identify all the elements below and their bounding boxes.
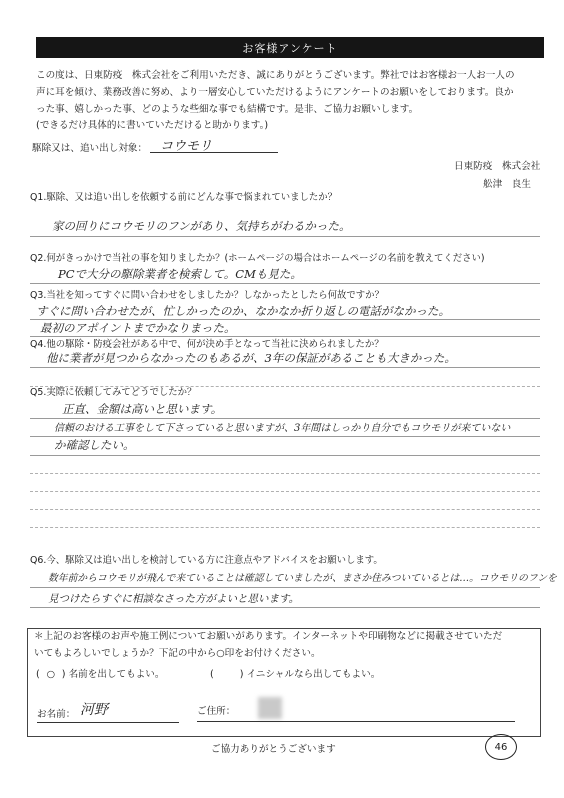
page-number-value: 46 [494,741,508,753]
option-1-mark: ○ [46,669,55,680]
intro-note: (できるだけ具体的に書いていただけると助かります。) [36,120,269,132]
target-value: コウモリ [160,139,213,154]
question-1: Q1.駆除、又は追い出しを依頼する前にどんな事で悩まれていましたか？ [30,192,337,203]
ruled-line [30,509,540,510]
company-name: 日東防疫 株式会社 [454,161,541,172]
question-6: Q6.今、駆除又は追い出しを検討している方に注意点やアドバイスをお願いします。 [30,555,383,566]
address-underline [197,721,515,722]
thanks-text: ご協力ありがとうございます [211,744,336,755]
ruled-line [30,587,540,588]
consent-option-2[interactable]: ( ) イニシャルなら出してもよい。 [210,669,381,680]
consent-line: ＊上記のお客様のお声や施工例についてお願いがあります。インターネットや印刷物などに掲載させていただ [34,631,503,642]
ruled-line [30,283,540,284]
option-1-label: 名前を出してもよい。 [68,669,165,680]
ruled-line [30,236,540,237]
survey-title-bar [36,37,544,58]
answer-5-line-2: 信頼のおける工事をして下さっていると思いますが、3年間はしっかり自分でもコウモリが来ていない [54,423,511,434]
consent-option-1[interactable]: ( ○ ) 名前を出してもよい。 [36,669,165,680]
answer-6-line-1: 数年前からコウモリが飛んで来ていることは確認していましたが、まさか住みついているとは…。コウモリのフンを [48,573,557,584]
ruled-line [30,367,540,368]
target-underline [150,152,278,153]
answer-3-line-2: 最初のアポイントまでかなりまった。 [40,321,236,335]
ruled-line [30,527,540,528]
page-number [485,734,517,760]
intro-line: この度は、日東防疫 株式会社をご利用いただき、誠にありがとうございます。弊社ではお客様お一人お一人の [36,70,515,81]
answer-5-line-1: 正直、金額は高いと思います。 [62,402,223,416]
answer-3-line-1: すぐに問い合わせたが、忙しかったのか、なかなか折り返しの電話がなかった。 [36,304,450,318]
answer-5-line-3: か確認したい。 [54,438,135,452]
name-underline [37,722,179,723]
question-5: Q5.実際に依頼してみてどうでしたか？ [30,387,197,398]
answer-1-line-1: 家の回りにコウモリのフンがあり、気持ちがわるかった。 [52,219,351,233]
name-label: お名前： [37,709,76,720]
name-value: 河野 [80,702,108,718]
consent-line: いてもよろしいでしょうか？下記の中から○印をお付けください。 [34,647,321,659]
question-2: Q2.何がきっかけで当社の事を知りましたか？(ホームページの場合はホームページの名前を教えてください) [30,253,485,264]
question-4: Q4.他の駆除・防疫会社がある中で、何が決め手となって当社に決められましたか？ [30,339,384,350]
address-label: ご住所： [197,706,236,717]
option-2-label: イニシャルなら出してもよい。 [246,669,381,680]
ruled-line [30,455,540,456]
address-redacted [258,697,282,719]
answer-2-line-1: PCで大分の駆除業者を検索して。CMも見た。 [58,267,302,281]
answer-4-line-1: 他に業者が見つからなかったのもあるが、3年の保証があることも大きかった。 [46,351,456,365]
target-label: 駆除又は、追い出し対象： [32,143,148,154]
question-3: Q3.当社を知ってすぐに問い合わせをしましたか？しなかったとしたら何故ですか？ [30,290,384,301]
intro-text [36,68,548,135]
company-person: 舩津 良生 [483,179,531,190]
ruled-line [30,491,540,492]
survey-title: お客様アンケート [242,41,338,55]
ruled-line [30,473,540,474]
answer-6-line-2: 見つけたらすぐに相談なさった方がよいと思います。 [48,593,300,605]
intro-line: 声に耳を傾け、業務改善に努め、より一層安心していただけるようにアンケートのお願いをしております。良か [36,86,514,98]
ruled-line [30,607,540,608]
consent-text [34,629,502,663]
intro-line: った事、嬉しかった事、どのような些細な事でも結構です。是非、ご協力お願いします。 [36,103,419,115]
